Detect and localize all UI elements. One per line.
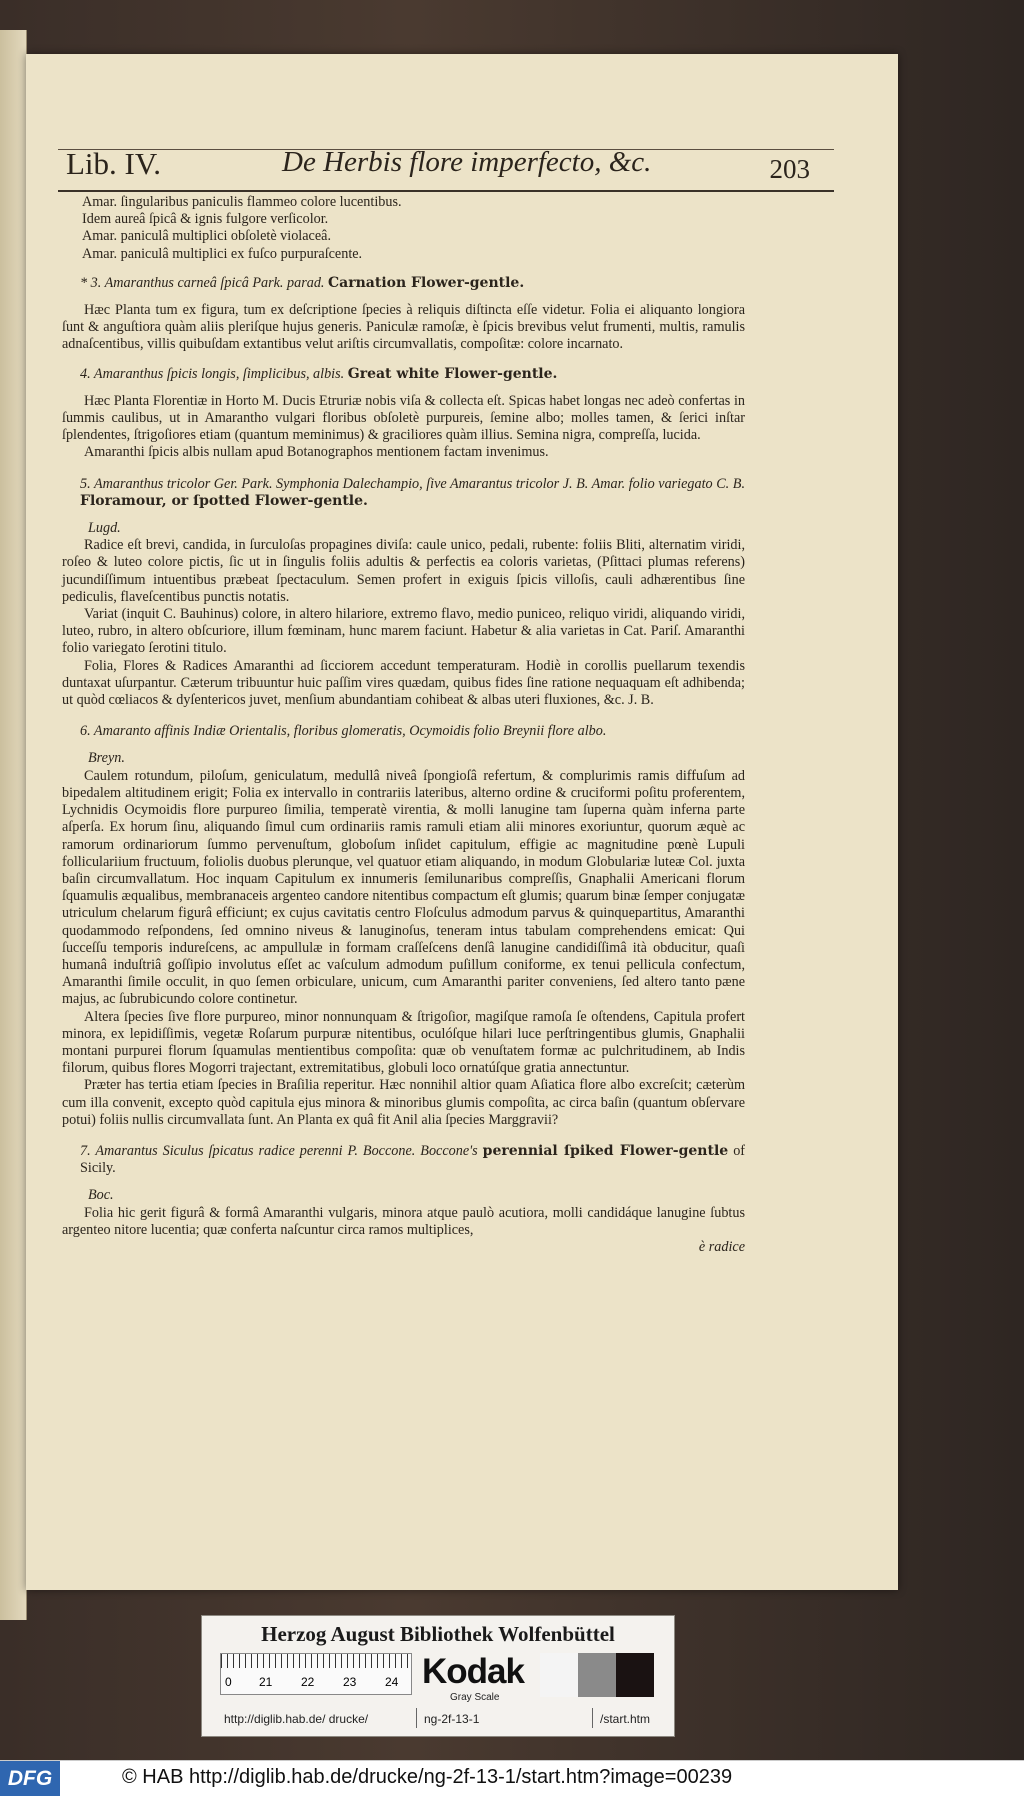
divider — [592, 1708, 593, 1728]
entry-heading-3 — [62, 275, 745, 292]
viewer-footer — [0, 1760, 1024, 1796]
entry-heading-4 — [62, 366, 745, 383]
paragraph: Amaranthi ſpicis albis nullam apud Botanographos mentionem factam invenimus. — [84, 444, 549, 461]
card-path: ng-2f-13-1 — [424, 1712, 480, 1726]
page-text — [62, 194, 745, 1256]
paragraph: Folia hic gerit figurâ & formâ Amaranthi vulgaris, minora atque paulò acutiora, molli candidáque lanugine ſubtus argenteo nitore lucentia; quæ conferta naſcuntur circa ramos multiplices, — [62, 1204, 745, 1238]
book-page — [26, 54, 898, 1590]
ruler — [220, 1653, 412, 1695]
english-name: perennial ſpiked Flower-gentle — [482, 1142, 729, 1159]
entry-name: 5. Amaranthus tricolor Ger. Park. Symphonia Dalechampio, ſive Amarantus tricolor J. B. Amar. folio variegato C. B. — [80, 475, 745, 492]
gray-swatches — [540, 1653, 654, 1697]
english-name: Great white Flower-gentle. — [347, 365, 558, 382]
entry-name: 4. Amaranthus ſpicis longis, ſimplicibus, albis. — [80, 365, 345, 382]
paragraph: Præter has tertia etiam ſpecies in Braſilia reperitur. Hæc nonnihil altior quam Aſiatica flore albo excreſcit; cæterùm cum illa convenit, excepto quòd capitula ejus minora & minoribus glumis compoſita, ac circa baſin (quantum obſervare potui) foliis nullis circumvallata ſunt. An Planta ex quâ fit Anil alia ſpecies Marggravii? — [62, 1077, 745, 1128]
english-name-suffix: of Sicily. — [80, 1142, 746, 1177]
entry-name: 7. Amarantus Siculus ſpicatus radice perenni P. Boccone. Boccone's — [80, 1142, 478, 1159]
divider — [416, 1708, 417, 1728]
dfg-logo[interactable]: DFG — [0, 1761, 60, 1796]
color-calibration-card — [201, 1615, 675, 1737]
paragraph: Hæc Planta Florentiæ in Horto M. Ducis Etruriæ nobis viſa & collecta eſt. Spicas habet longas nec adeò confertas in ſummis caulibus, ut in Amarantho vulgari floribus obſoletè purpureis, ſemine albo; molles tamen, & ſerici inſtar ſplendentes, ſtrigoſiores etiam (quantum meminimus) & graciliores quàm illius. Semina nigra, compreſſa, lucida. — [62, 392, 745, 444]
page-number: 203 — [769, 154, 810, 184]
paragraph: Variat (inquit C. Bauhinus) colore, in altero hilariore, extremo flavo, medio puniceo, reliquo viridi, aliquando viridi, luteo, rubro, in altero obſcuriore, illum fœminam, hunc marem faciunt. Habetur & alia varietas in Cat. Pariſ. Amaranthi folio variegato ſerotini titulo. — [62, 606, 745, 657]
facing-page-edge — [0, 30, 27, 1620]
ruler-number: 21 — [259, 1675, 273, 1689]
swatch-dark — [616, 1653, 654, 1697]
paragraph: Radice eſt brevi, candida, in ſurculoſas propagines diviſa: caule unico, pedali, rubente: foliis Bliti, alternatim viridi, roſeo & luteo colore pictis, ſic ut in ſingulis foliis adultis & perfectis ea coloris varietas, (Pſittaci plumas referens) jucundiſſimum intuentibus præbeat ſpectaculum. Semen profert in exiguis ſpicis villoſis, cauli adhærentibus ſine pediculis, flaveſcentibus punctis notatis. — [62, 537, 745, 605]
gray-scale-label: Gray Scale — [450, 1692, 500, 1703]
running-header — [58, 142, 834, 192]
text-line: Amar. ſingularibus paniculis flammeo colore lucentibus. — [82, 194, 402, 210]
ruler-number: 0 — [225, 1675, 232, 1689]
entry-name: 6. Amaranto affinis Indiæ Orientalis, floribus glomeratis, Ocymoidis folio Breynii flore albo. — [80, 723, 607, 740]
catchword: è radice — [698, 1238, 745, 1255]
paragraph: Caulem rotundum, piloſum, geniculatum, medullâ niveâ ſpongioſâ refertum, & complurimis ramis diffuſum ad bipedalem altitudinem erigit; Folia ex intervallo in contrariis lateribus, alterno ordine & cruciformi poſitu proferentem, Lychnidis Ocymoidis flore purpureo ſimilia, temperatè virentia, & molli lanugine tam ſuperna quàm inferna parte aſperſa. Ex horum ſinu, aliquando ſimul cum ordinariis ramis ramuli etiam alii minores exoriuntur, quorum æquè ac ramorum ordinariorum ſummo pervenuſtum, globoſum inſidet capitulum, effigie ac magnitudine pœnè Lupuli folliculariium fructuum, foliolis duobus plerunque, vel quatuor etiam aliquando, in modum Globulariæ luteæ Col. juxta baſin circumvallatum. Hoc inquam Capitulum ex innumeris ſemilunaribus compreſſis, Gnaphalii Americani florum ſquamulis æqualibus, membranaceis argenteo candore nitentibus compactum eſt glumis; quarum binæ ſemper conjugatæ utriculum chelarum figurâ efficiunt; ex cujus cavitatis centro Floſculus admodum parvus & quinquepartitus, Amaranthi quodammodo reſpondens, ſed omnino niveus & lanuginoſus, teneram intus tabulam comprehendens emicat: Qui ſucceſſu temporis indureſcens, ac ampullulæ in formam craſſeſcens denſâ lanugine candidiſſimâ ità obducitur, quaſi humanâ induſtriâ goſſipio involutus eſſet ac vaſculum admodum puſillum coniforme, ex tenui pellicula confectum, Amaranthi ſimile occulit, in quo ſemen orbiculare, unicum, cum Amaranthi pariter conveniens, ſed altero tanto pæne majus, ac ſubrubicundo colore continetur. — [62, 767, 745, 1008]
paragraph: Altera ſpecies ſive flore purpureo, minor nonnunquam & ſtrigoſior, magiſque ramoſa ſe oſtendens, Capitula profert minora, ex lepidiſſimis, vegetæ Roſarum purpuræ nitentibus, oculóſque hilari luce perſtringentibus glumis, Gnaphalii montani purpurei florum ſquamulas mentientibus compoſita: quæ ob venuſtatem formæ ac pulchritudinem, ab Indis filorum, quibus flores Mogorri trajectant, extremitatibus, globuli loco ornatúſque gratia annectuntur. — [62, 1008, 745, 1077]
text-line: Amar. paniculâ multiplici obſoletè violaceâ. — [82, 228, 331, 245]
entry-heading-7 — [62, 1143, 745, 1177]
card-start: /start.htm — [600, 1712, 651, 1726]
english-name: Floramour, or ſpotted Flower-gentle. — [80, 492, 368, 509]
paragraph: Hæc Planta tum ex figura, tum ex deſcriptione ſpecies à reliquis diſtincta eſſe videtur. Folia ei aliquanto longiora ſunt & anguſtiora quàm aliis pleriſque hujus generis. Paniculæ ramoſæ, è ſpicis brevibus velut frumenti, multis, ramulis adnaſcentibus, villis quibuſdam extantibus velut ariſtis circumvallatis, compoſitæ: colore incarnato. — [62, 302, 745, 353]
entry-heading-5 — [62, 476, 745, 510]
text-line: Idem aureâ ſpicâ & ignis fulgore verſicolor. — [82, 211, 329, 228]
ruler-ticks — [221, 1654, 411, 1668]
english-name: Carnation Flower-gentle. — [328, 274, 525, 291]
library-name: Herzog August Bibliothek Wolfenbüttel — [261, 1622, 615, 1646]
source-author: Breyn. — [88, 750, 125, 767]
source-author: Lugd. — [88, 520, 121, 537]
paragraph: Folia, Flores & Radices Amaranthi ad ſicciorem accedunt temperaturam. Hodiè in corollis puellarum texendis duntaxat uſurpantur. Cæterum tribuuntur huic paſſim vires quædam, quibus fides ſine ratione nequaquam eſt adhibenda; ut quòd cœliacos & dyſentericos juvet, menſium abundantiam cohibeat & albas uteri fluxiones, &c. J. B. — [62, 657, 745, 709]
book-number: Lib. IV. — [66, 146, 162, 181]
swatch-mid — [578, 1653, 616, 1697]
source-author: Boc. — [88, 1187, 114, 1204]
ruler-number: 22 — [301, 1675, 315, 1689]
copyright-link[interactable]: © HAB http://diglib.hab.de/drucke/ng-2f-13-1/start.htm?image=00239 — [122, 1766, 733, 1788]
ruler-number: 23 — [343, 1675, 357, 1689]
text-line: Amar. paniculâ multiplici ex fuſco purpuraſcente. — [82, 245, 363, 262]
entry-name: * 3. Amaranthus carneâ ſpicâ Park. parad. — [80, 274, 325, 291]
ruler-number: 24 — [385, 1675, 399, 1689]
swatch-light — [540, 1653, 578, 1697]
running-title: De Herbis flore imperfecto, &c. — [282, 146, 652, 178]
kodak-logo: Kodak — [422, 1652, 524, 1691]
entry-heading-6 — [62, 723, 745, 740]
card-url: http://diglib.hab.de/ drucke/ — [224, 1712, 369, 1726]
